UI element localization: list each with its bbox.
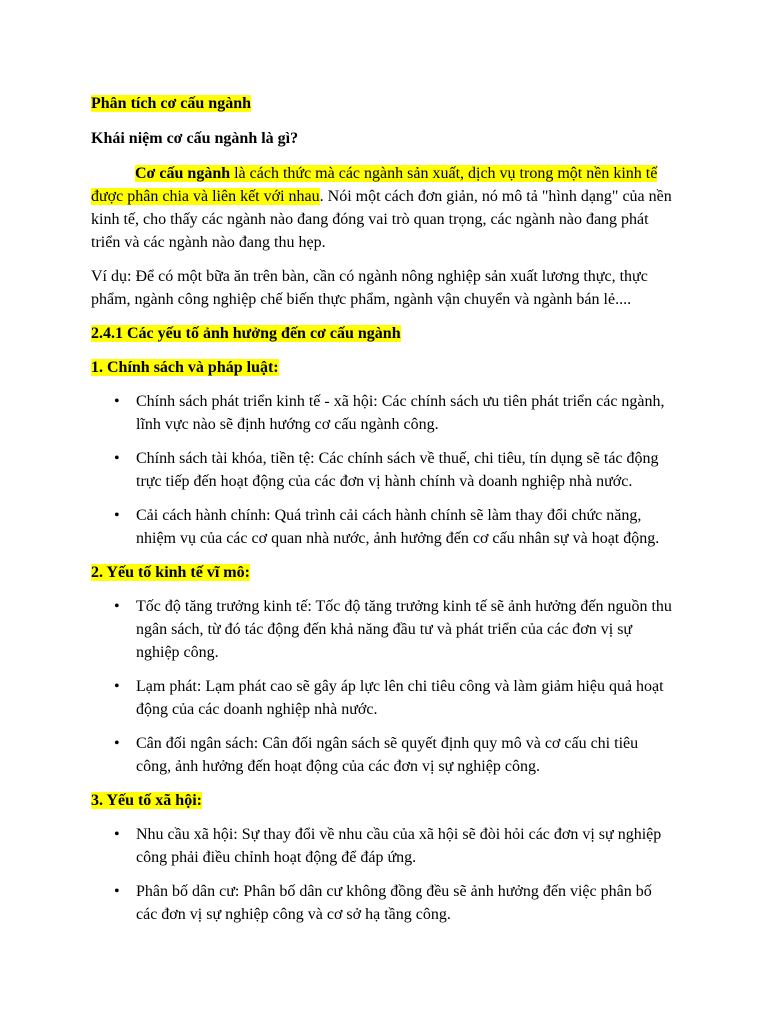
list-item-text: Lạm phát: Lạm phát cao sẽ gây áp lực lên chi tiêu công và làm giảm hiệu quả hoạt động của các doanh nghiệp nhà nước. <box>136 678 664 718</box>
list-item-text: Chính sách phát triển kinh tế - xã hội: Các chính sách ưu tiên phát triển các ngành, lĩnh vực nào sẽ định hướng cơ cấu ngành công. <box>136 393 665 433</box>
bullet-icon: • <box>114 883 120 900</box>
list-item-text: Cải cách hành chính: Quá trình cải cách hành chính sẽ làm thay đổi chức năng, nhiệm vụ của các cơ quan nhà nước, ảnh hưởng đến cơ cấu nhân sự và hoạt động. <box>136 507 660 547</box>
bullet-icon: • <box>114 393 120 410</box>
list-item <box>114 675 676 721</box>
title-text: Phân tích cơ cấu ngành <box>91 95 251 112</box>
group-list-macro <box>91 595 676 778</box>
group-heading-text: 2. Yếu tố kinh tế vĩ mô: <box>91 564 250 581</box>
bullet-icon: • <box>114 507 120 524</box>
section-heading <box>91 322 676 345</box>
group-heading-text: 1. Chính sách và pháp luật: <box>91 359 279 376</box>
group-heading-policy <box>91 356 676 379</box>
bullet-icon: • <box>114 598 120 615</box>
list-item <box>114 823 676 869</box>
list-item-text: Cân đối ngân sách: Cân đối ngân sách sẽ quyết định quy mô và cơ cấu chi tiêu công, ảnh hưởng đến hoạt động của các đơn vị sự nghiệp công. <box>136 735 639 775</box>
list-item <box>114 595 676 664</box>
group-list-social <box>91 823 676 926</box>
definition-question <box>91 127 676 150</box>
bullet-icon: • <box>114 678 120 695</box>
definition-term: Cơ cấu ngành <box>135 165 231 182</box>
list-item <box>114 732 676 778</box>
example-paragraph: Ví dụ: Để có một bữa ăn trên bàn, cần có ngành nông nghiệp sản xuất lương thực, thực phẩm, ngành công nghiệp chế biến thực phẩm, ngành vận chuyển và ngành bán lẻ.... <box>91 268 648 308</box>
group-heading-macro <box>91 561 676 584</box>
list-item-text: Tốc độ tăng trưởng kinh tế: Tốc độ tăng trưởng kinh tế sẽ ảnh hưởng đến nguồn thu ngân sách, từ đó tác động đến khả năng đầu tư và phát triển của các đơn vị sự nghiệp công. <box>136 598 672 661</box>
definition-paragraph <box>91 162 676 254</box>
document-title <box>91 92 676 115</box>
subtitle-text: Khái niệm cơ cấu ngành là gì? <box>91 130 299 147</box>
list-item-text: Chính sách tài khóa, tiền tệ: Các chính sách về thuế, chi tiêu, tín dụng sẽ tác động trực tiếp đến hoạt động của các đơn vị hành chính và doanh nghiệp nhà nước. <box>136 450 659 490</box>
list-item <box>114 880 676 926</box>
group-heading-text: 3. Yếu tố xã hội: <box>91 792 202 809</box>
definition-highlight-rest: là cách thức mà các ngành sản xuất, dịch vụ trong một nền kinh tế được phân chia và liên kết với nhau <box>91 165 658 205</box>
bullet-icon: • <box>114 826 120 843</box>
bullet-icon: • <box>114 450 120 467</box>
group-heading-social <box>91 789 676 812</box>
list-item <box>114 504 676 550</box>
bullet-icon: • <box>114 735 120 752</box>
section-heading-text: 2.4.1 Các yếu tố ảnh hưởng đến cơ cấu ngành <box>91 325 401 342</box>
group-list-policy <box>91 390 676 550</box>
list-item-text: Nhu cầu xã hội: Sự thay đổi về nhu cầu của xã hội sẽ đòi hỏi các đơn vị sự nghiệp công phải điều chỉnh hoạt động để đáp ứng. <box>136 826 662 866</box>
list-item <box>114 390 676 436</box>
list-item-text: Phân bố dân cư: Phân bố dân cư không đồng đều sẽ ảnh hưởng đến việc phân bố các đơn vị sự nghiệp công và cơ sở hạ tầng công. <box>136 883 652 923</box>
list-item <box>114 447 676 493</box>
definition-plain-rest: . Nói một cách đơn giản, nó mô tả "hình dạng" của nền kinh tế, cho thấy các ngành nào đang đóng vai trò quan trọng, các ngành nào đang phát triển và các ngành nào đang thu hẹp. <box>91 188 672 251</box>
